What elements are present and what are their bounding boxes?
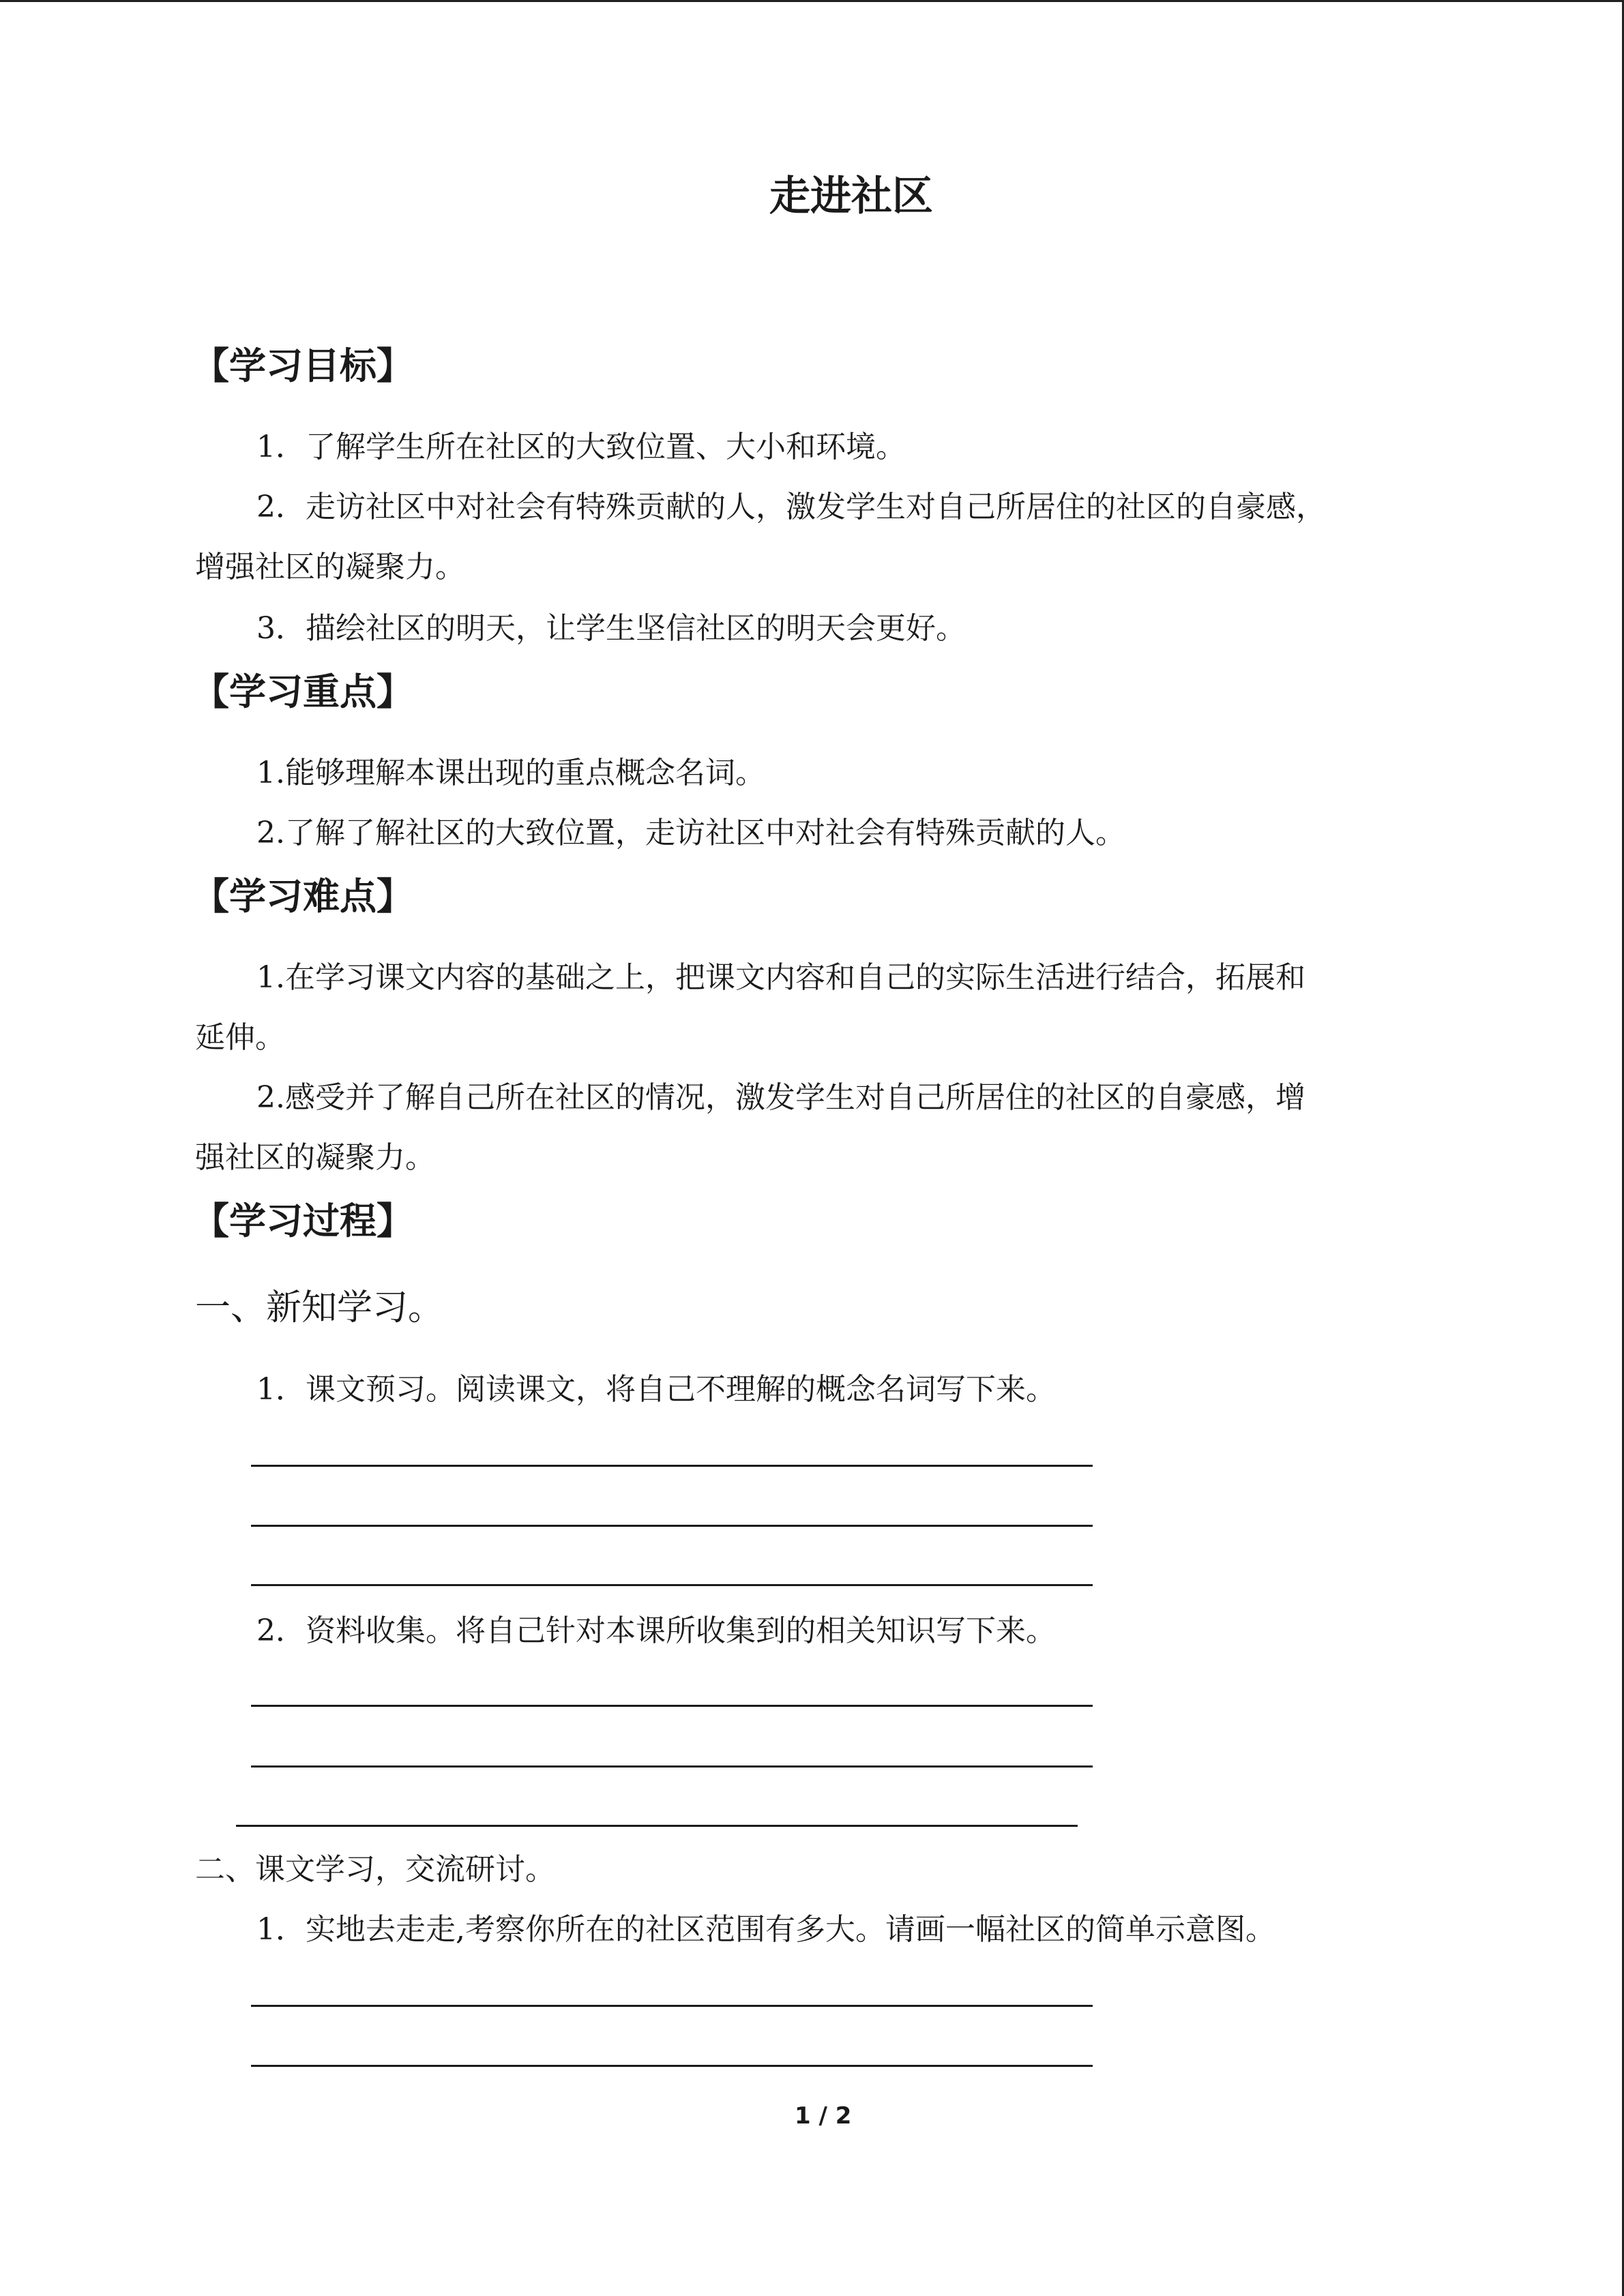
part1-question-2: 2．资料收集。将自己针对本课所收集到的相关知识写下来。	[256, 1613, 1056, 1648]
answer-line[interactable]	[251, 1525, 1093, 1527]
part2-label: 二、课文学习，交流研讨。	[195, 1852, 555, 1887]
difficulty-1-cont: 延伸。	[195, 1020, 285, 1055]
answer-line[interactable]	[251, 1584, 1093, 1586]
objective-3: 3．描绘社区的明天，让学生坚信社区的明天会更好。	[256, 611, 966, 646]
heading-key-points: 【学习重点】	[192, 670, 413, 713]
heading-difficulties: 【学习难点】	[192, 875, 413, 918]
answer-line[interactable]	[251, 2005, 1093, 2007]
answer-line[interactable]	[251, 2065, 1093, 2067]
page-title: 走进社区	[769, 173, 933, 220]
objective-1: 1．了解学生所在社区的大致位置、大小和环境。	[256, 430, 906, 464]
page-number: 1 / 2	[795, 2102, 852, 2130]
answer-line[interactable]	[251, 1465, 1093, 1467]
part2-question-1: 1．实地去走走,考察你所在的社区范围有多大。请画一幅社区的简单示意图。	[256, 1912, 1275, 1947]
objective-2: 2．走访社区中对社会有特殊贡献的人，激发学生对自己所居住的社区的自豪感，	[256, 490, 1326, 524]
part1-label: 一、新知学习。	[195, 1287, 444, 1328]
difficulty-1: 1.在学习课文内容的基础之上，把课文内容和自己的实际生活进行结合，拓展和	[256, 960, 1305, 995]
heading-objectives: 【学习目标】	[192, 344, 413, 387]
difficulty-2-cont: 强社区的凝聚力。	[195, 1140, 435, 1175]
key-point-2: 2.了解了解社区的大致位置，走访社区中对社会有特殊贡献的人。	[256, 816, 1125, 850]
difficulty-2: 2.感受并了解自己所在社区的情况，激发学生对自己所居住的社区的自豪感，增	[256, 1080, 1305, 1115]
part1-question-1: 1．课文预习。阅读课文，将自己不理解的概念名词写下来。	[256, 1372, 1056, 1407]
objective-2-cont: 增强社区的凝聚力。	[195, 550, 465, 584]
top-border	[0, 0, 1624, 2]
answer-line[interactable]	[251, 1765, 1093, 1768]
answer-line[interactable]	[236, 1825, 1078, 1827]
answer-line[interactable]	[251, 1705, 1093, 1707]
heading-process: 【学习过程】	[192, 1199, 413, 1242]
key-point-1: 1.能够理解本课出现的重点概念名词。	[256, 756, 765, 790]
